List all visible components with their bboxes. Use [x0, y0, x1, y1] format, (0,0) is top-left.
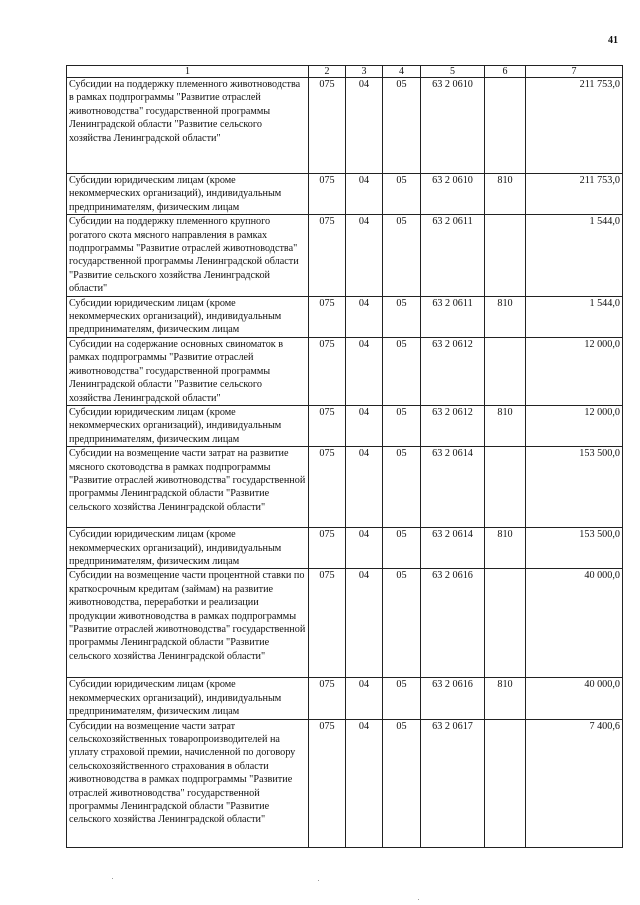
table-row — [67, 405, 623, 446]
header-col-4: 4 — [383, 66, 421, 78]
header-col-7: 7 — [526, 66, 623, 78]
table-row — [67, 296, 623, 337]
table-row — [67, 337, 623, 405]
row-subsection: 05 — [383, 678, 421, 719]
row-amount: 1 544,0 — [526, 215, 623, 296]
scan-speck — [112, 878, 113, 879]
row-ministry-code: 075 — [309, 78, 346, 174]
row-ministry-code: 075 — [309, 405, 346, 446]
row-amount: 12 000,0 — [526, 337, 623, 405]
row-section: 04 — [346, 337, 383, 405]
row-subsection: 05 — [383, 447, 421, 528]
row-section: 04 — [346, 174, 383, 215]
table-row — [67, 447, 623, 528]
header-col-3: 3 — [346, 66, 383, 78]
row-amount: 40 000,0 — [526, 569, 623, 678]
row-ministry-code: 075 — [309, 215, 346, 296]
row-target-article: 63 2 0616 — [421, 569, 485, 678]
row-expense-type: 810 — [485, 405, 526, 446]
table-row — [67, 528, 623, 569]
row-target-article: 63 2 0614 — [421, 528, 485, 569]
row-target-article: 63 2 0617 — [421, 719, 485, 847]
table-row — [67, 569, 623, 678]
row-name: Субсидии на содержание основных свиноматок в рамках подпрограммы "Развитие отраслей животноводства" государственной программы Ленинградской области "Развитие сельского хозяйства Ленинградской области" — [67, 337, 309, 405]
table-row — [67, 678, 623, 719]
row-expense-type — [485, 78, 526, 174]
row-target-article: 63 2 0616 — [421, 678, 485, 719]
row-target-article: 63 2 0611 — [421, 215, 485, 296]
table-row — [67, 215, 623, 296]
row-section: 04 — [346, 296, 383, 337]
budget-table — [66, 65, 623, 848]
row-name: Субсидии юридическим лицам (кроме некоммерческих организаций), индивидуальным предпринимателям, физическим лицам — [67, 405, 309, 446]
row-ministry-code: 075 — [309, 337, 346, 405]
row-ministry-code: 075 — [309, 569, 346, 678]
row-subsection: 05 — [383, 719, 421, 847]
header-col-5: 5 — [421, 66, 485, 78]
row-name: Субсидии юридическим лицам (кроме некоммерческих организаций), индивидуальным предпринимателям, физическим лицам — [67, 678, 309, 719]
header-col-6: 6 — [485, 66, 526, 78]
row-section: 04 — [346, 78, 383, 174]
row-section: 04 — [346, 678, 383, 719]
row-amount: 40 000,0 — [526, 678, 623, 719]
row-expense-type — [485, 719, 526, 847]
row-expense-type — [485, 569, 526, 678]
row-target-article: 63 2 0612 — [421, 405, 485, 446]
scan-speck — [418, 899, 419, 900]
row-expense-type — [485, 215, 526, 296]
row-expense-type: 810 — [485, 678, 526, 719]
row-section: 04 — [346, 447, 383, 528]
row-amount: 153 500,0 — [526, 528, 623, 569]
row-target-article: 63 2 0611 — [421, 296, 485, 337]
header-row — [67, 66, 623, 78]
row-section: 04 — [346, 719, 383, 847]
row-section: 04 — [346, 528, 383, 569]
page-number: 41 — [608, 35, 618, 46]
row-amount: 1 544,0 — [526, 296, 623, 337]
row-ministry-code: 075 — [309, 174, 346, 215]
row-section: 04 — [346, 405, 383, 446]
table-row — [67, 174, 623, 215]
row-target-article: 63 2 0610 — [421, 78, 485, 174]
row-expense-type — [485, 447, 526, 528]
scan-speck — [318, 880, 319, 881]
row-name: Субсидии на возмещение части затрат на развитие мясного скотоводства в рамках подпрограммы "Развитие отраслей животноводства" государственной программы Ленинградской области "Развитие сельского хозяйства Ленинградской области" — [67, 447, 309, 528]
table-row — [67, 719, 623, 847]
row-expense-type — [485, 337, 526, 405]
row-expense-type: 810 — [485, 528, 526, 569]
row-subsection: 05 — [383, 405, 421, 446]
row-subsection: 05 — [383, 296, 421, 337]
row-ministry-code: 075 — [309, 296, 346, 337]
row-name: Субсидии на поддержку племенного крупного рогатого скота мясного направления в рамках подпрограммы "Развитие отраслей животноводства" государственной программы Ленинградской области "Развитие сельского хозяйства Ленинградской области" — [67, 215, 309, 296]
row-amount: 153 500,0 — [526, 447, 623, 528]
row-expense-type: 810 — [485, 174, 526, 215]
row-name: Субсидии юридическим лицам (кроме некоммерческих организаций), индивидуальным предпринимателям, физическим лицам — [67, 174, 309, 215]
row-subsection: 05 — [383, 78, 421, 174]
row-subsection: 05 — [383, 569, 421, 678]
row-subsection: 05 — [383, 528, 421, 569]
row-name: Субсидии на возмещение части процентной ставки по краткосрочным кредитам (займам) на развитие животноводства, переработки и реализации продукции животноводства в рамках подпрограммы "Развитие отраслей животноводства" государственной программы Ленинградской области "Развитие сельского хозяйства Ленинградской области" — [67, 569, 309, 678]
row-name: Субсидии на поддержку племенного животноводства в рамках подпрограммы "Развитие отраслей животноводства" государственной программы Ленинградской области "Развитие сельского хозяйства Ленинградской области" — [67, 78, 309, 174]
row-ministry-code: 075 — [309, 678, 346, 719]
row-amount: 12 000,0 — [526, 405, 623, 446]
row-ministry-code: 075 — [309, 447, 346, 528]
row-amount: 7 400,6 — [526, 719, 623, 847]
row-section: 04 — [346, 215, 383, 296]
row-ministry-code: 075 — [309, 719, 346, 847]
row-name: Субсидии юридическим лицам (кроме некоммерческих организаций), индивидуальным предпринимателям, физическим лицам — [67, 296, 309, 337]
row-target-article: 63 2 0610 — [421, 174, 485, 215]
row-target-article: 63 2 0614 — [421, 447, 485, 528]
row-amount: 211 753,0 — [526, 78, 623, 174]
row-subsection: 05 — [383, 215, 421, 296]
header-col-2: 2 — [309, 66, 346, 78]
row-name: Субсидии юридическим лицам (кроме некоммерческих организаций), индивидуальным предпринимателям, физическим лицам — [67, 528, 309, 569]
row-subsection: 05 — [383, 337, 421, 405]
row-name: Субсидии на возмещение части затрат сельскохозяйственных товаропроизводителей на уплату страховой премии, начисленной по договору сельскохозяйственного страхования в области животноводства в рамках подпрограммы "Развитие отраслей животноводства" государственной программы Ленинградской области "Развитие сельского хозяйства Ленинградской области" — [67, 719, 309, 847]
row-section: 04 — [346, 569, 383, 678]
row-target-article: 63 2 0612 — [421, 337, 485, 405]
table-row — [67, 78, 623, 174]
row-expense-type: 810 — [485, 296, 526, 337]
row-ministry-code: 075 — [309, 528, 346, 569]
header-col-1: 1 — [67, 66, 309, 78]
row-subsection: 05 — [383, 174, 421, 215]
row-amount: 211 753,0 — [526, 174, 623, 215]
